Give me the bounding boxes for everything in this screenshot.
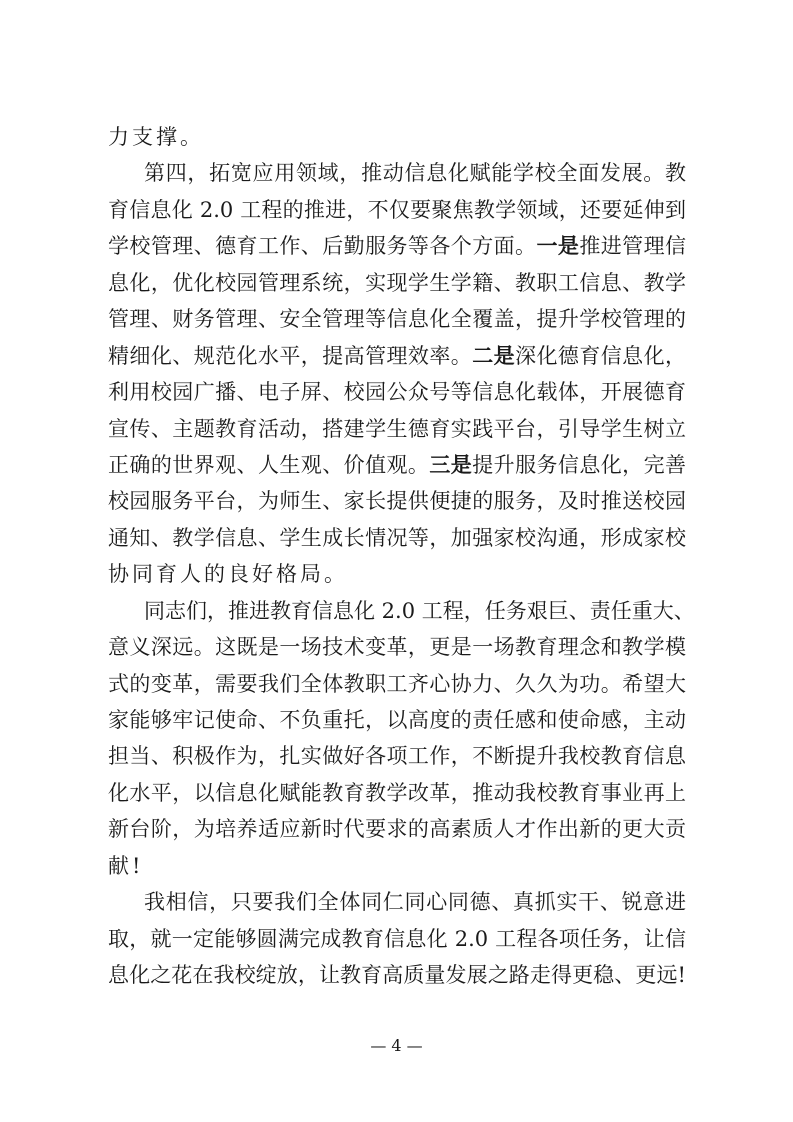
- text-line: [108, 702, 686, 738]
- bold-lead-text: 二是: [472, 342, 516, 368]
- text-line: [108, 556, 686, 592]
- text-line: [108, 666, 686, 702]
- text-segment: 宣传、主题教育活动，搭建学生德育实践平台，引导学生树立: [108, 416, 686, 441]
- text-segment: 化水平，以信息化赋能教育教学改革，推动我校教育事业再上: [108, 780, 686, 805]
- document-body: [108, 119, 695, 994]
- text-line: [108, 957, 686, 993]
- text-line: [108, 192, 686, 228]
- text-segment: 力支撑。: [108, 125, 204, 149]
- text-segment: 息化，优化校园管理系统，实现学生学籍、教职工信息、教学: [108, 270, 686, 295]
- text-line: [108, 265, 686, 301]
- text-segment: 正确的世界观、人生观、价值观。: [108, 452, 430, 477]
- text-segment: 新台阶，为培养适应新时代要求的高素质人才作出新的更大贡: [108, 817, 686, 842]
- text-segment: 推进管理信: [579, 234, 687, 259]
- text-segment: 意义深远。这既是一场技术变革，更是一场教育理念和教学模: [108, 635, 686, 660]
- text-line: [108, 884, 686, 920]
- text-segment: 同志们，推进教育信息化 2.0 工程，任务艰巨、责任重大、: [144, 598, 695, 623]
- text-segment: 深化德育信息化，: [515, 343, 687, 368]
- text-line: [108, 301, 686, 337]
- text-line: [108, 629, 686, 665]
- text-line: [108, 338, 686, 374]
- text-segment: 管理、财务管理、安全管理等信息化全覆盖，提升学校管理的: [108, 307, 686, 332]
- text-line: [108, 921, 686, 957]
- text-segment: 担当、积极作为，扎实做好各项工作，不断提升我校教育信息: [108, 744, 686, 769]
- text-line: [108, 775, 686, 811]
- text-segment: 利用校园广播、电子屏、校园公众号等信息化载体，开展德育: [108, 380, 686, 405]
- text-line: [108, 483, 686, 519]
- text-line: [108, 520, 686, 556]
- text-line: [108, 447, 686, 483]
- text-segment: 校园服务平台，为师生、家长提供便捷的服务，及时推送校园: [108, 489, 686, 514]
- text-line: [108, 738, 686, 774]
- text-segment: 育信息化 2.0 工程的推进，不仅要聚焦教学领域，还要延伸到: [108, 197, 686, 222]
- text-line: [108, 155, 686, 191]
- text-segment: 提升服务信息化，完善: [472, 452, 687, 477]
- text-line: [108, 811, 686, 847]
- page-number: — 4 —: [370, 1036, 423, 1055]
- bold-lead-text: 一是: [536, 233, 580, 259]
- bold-lead-text: 三是: [429, 451, 473, 477]
- text-segment: 取，就一定能够圆满完成教育信息化 2.0 工程各项任务，让信: [108, 926, 686, 951]
- text-line: [108, 374, 686, 410]
- text-line: [108, 848, 686, 884]
- text-line: [108, 593, 695, 629]
- text-line: [108, 119, 686, 155]
- text-segment: 我相信，只要我们全体同仁同心同德、真抓实干、锐意进: [144, 890, 686, 915]
- text-segment: 息化之花在我校绽放，让教育高质量发展之路走得更稳、更远!: [108, 963, 686, 988]
- text-line: [108, 411, 686, 447]
- text-segment: 精细化、规范化水平，提高管理效率。: [108, 343, 473, 368]
- text-segment: 协同育人的良好格局。: [108, 562, 348, 587]
- text-segment: 通知、教学信息、学生成长情况等，加强家校沟通，形成家校: [108, 525, 686, 550]
- text-segment: 第四，拓宽应用领域，推动信息化赋能学校全面发展。教: [144, 161, 686, 186]
- text-line: [108, 228, 686, 264]
- text-segment: 家能够牢记使命、不负重托，以高度的责任感和使命感，主动: [108, 708, 686, 732]
- text-segment: 式的变革，需要我们全体教职工齐心协力、久久为功。希望大: [108, 671, 686, 696]
- text-segment: 献!: [108, 853, 144, 878]
- text-segment: 学校管理、德育工作、后勤服务等各个方面。: [108, 234, 537, 259]
